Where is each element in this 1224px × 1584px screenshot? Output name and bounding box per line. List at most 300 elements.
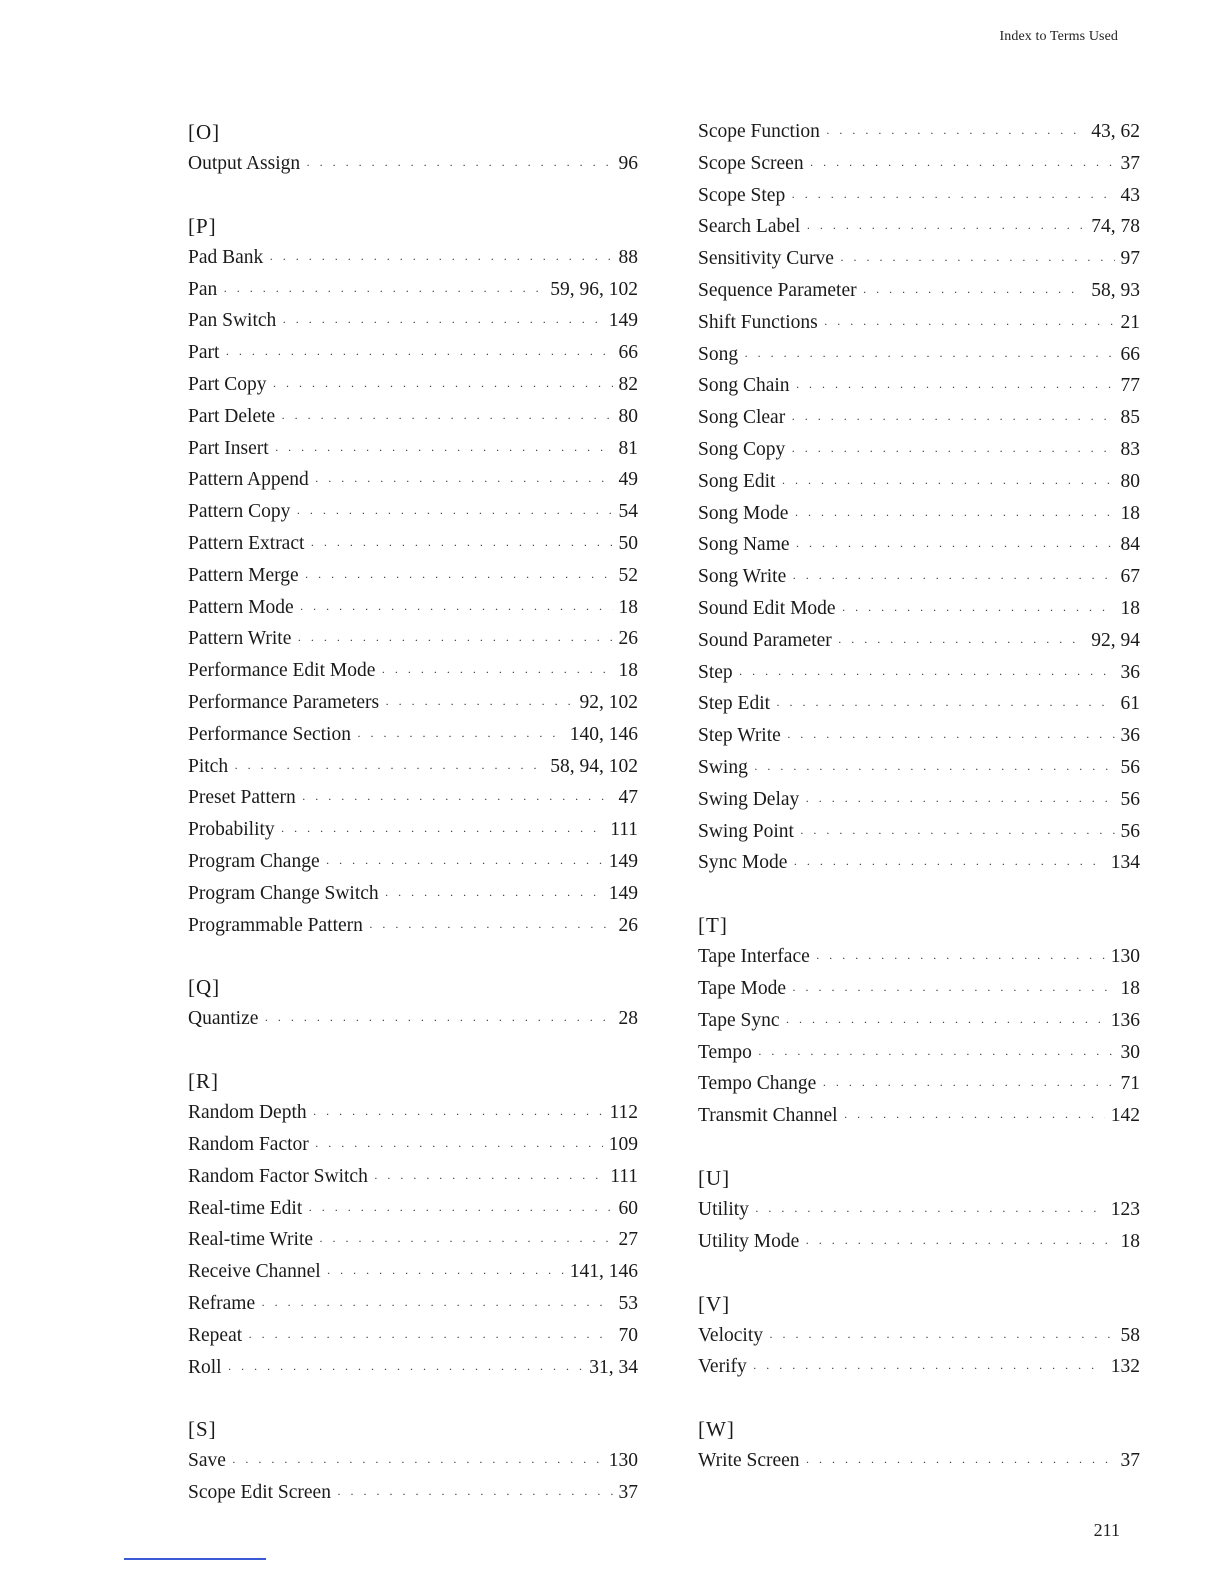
index-term: Pattern Copy [188,501,291,523]
index-entry [688,1037,1140,1069]
index-term: Step [698,661,733,683]
index-term: Song Name [698,534,790,556]
dot-leader [758,1039,1115,1071]
page-reference: 61 [1120,693,1140,715]
dot-leader [369,912,613,944]
index-entry [178,1161,638,1193]
page-reference: 149 [608,882,638,904]
page-reference: 136 [1110,1009,1140,1031]
index-entry [688,116,1140,148]
page-reference: 56 [1120,756,1140,778]
section-letter-heading: [S] [188,1417,217,1442]
dot-leader [753,1353,1105,1385]
dot-leader [275,435,613,467]
index-term: Repeat [188,1324,243,1346]
index-term: Step Write [698,725,781,747]
index-section [178,1383,638,1509]
page-reference: 18 [1120,597,1140,619]
index-term: Real-time Write [188,1229,314,1251]
page-reference: 70 [618,1324,638,1346]
page-reference: 80 [618,405,638,427]
page-reference: 18 [618,596,638,618]
page-reference: 92, 102 [579,691,638,713]
page-reference: 21 [1120,311,1140,333]
page-reference: 49 [618,469,638,491]
dot-leader [794,500,1114,532]
index-term: Sound Parameter [698,629,832,651]
index-term: Verify [698,1356,747,1378]
index-term: Sound Edit Mode [698,597,836,619]
dot-leader [786,1007,1105,1039]
dot-leader [805,786,1114,818]
index-term: Utility Mode [698,1230,800,1252]
index-term: Pattern Merge [188,564,299,586]
index-entry [178,369,638,401]
index-term: Part Copy [188,373,267,395]
dot-leader [261,1290,612,1322]
page-reference: 134 [1110,852,1140,874]
dot-leader [296,498,612,530]
page-reference: 37 [1120,152,1140,174]
page-reference: 26 [618,914,638,936]
index-entry [178,560,638,592]
section-gap [688,1258,1140,1288]
page-reference: 149 [608,310,638,332]
index-entry [688,370,1140,402]
index-term: Sync Mode [698,852,788,874]
index-term: Tempo Change [698,1073,817,1095]
index-entry [178,1193,638,1225]
index-entry [688,1445,1140,1477]
dot-leader [327,1258,564,1290]
index-entry [178,337,638,369]
page-reference: 111 [610,819,638,841]
dot-leader [863,277,1086,309]
dot-leader [357,721,564,753]
dot-leader [787,722,1115,754]
dot-leader [385,689,573,721]
page-reference: 56 [1120,788,1140,810]
page-reference: 123 [1110,1198,1140,1220]
index-entry [688,148,1140,180]
index-section [178,941,638,1035]
section-gap [178,1383,638,1413]
index-term: Song [698,343,739,365]
index-term: Utility [698,1198,749,1220]
index-entry [688,275,1140,307]
index-term: Swing [698,756,748,778]
index-entry [688,243,1140,275]
section-gap [688,1132,1140,1162]
index-entry [688,434,1140,466]
index-term: Save [188,1450,226,1472]
dot-leader [282,307,602,339]
index-entry [688,784,1140,816]
page-reference: 92, 94 [1091,629,1140,651]
dot-leader [806,213,1085,245]
index-term: Search Label [698,216,801,238]
dot-leader [313,1099,604,1131]
page-reference: 58, 94, 102 [550,755,638,777]
dot-leader [337,1479,613,1511]
index-entry [688,529,1140,561]
dot-leader [739,659,1115,691]
section-letter-heading: [U] [698,1165,731,1190]
page-reference: 66 [618,342,638,364]
index-term: Random Factor Switch [188,1165,368,1187]
index-term: Pattern Mode [188,596,294,618]
dot-leader [381,657,612,689]
page-reference: 53 [618,1292,638,1314]
index-section [688,879,1140,1132]
dot-leader [232,1447,603,1479]
index-section [688,116,1140,879]
index-section [688,1258,1140,1384]
index-term: Pitch [188,755,229,777]
index-section [178,116,638,180]
index-entry [688,688,1140,720]
dot-leader [744,341,1114,373]
index-entry [688,941,1140,973]
index-term: Tape Interface [698,946,810,968]
index-term: Shift Functions [698,311,818,333]
index-term: Tape Mode [698,977,786,999]
section-letter-heading: [T] [698,913,728,938]
section-gap [178,1035,638,1065]
section-letter-heading: [Q] [188,975,221,1000]
index-entry [178,1097,638,1129]
page-reference: 50 [618,532,638,554]
dot-leader [234,753,544,785]
page-reference: 26 [618,628,638,650]
index-term: Transmit Channel [698,1105,838,1127]
dot-leader [385,880,603,912]
page-reference: 36 [1120,661,1140,683]
page-reference: 109 [608,1133,638,1155]
index-term: Pan Switch [188,310,277,332]
index-term: Song Chain [698,375,790,397]
dot-leader [225,339,612,371]
dot-leader [824,309,1115,341]
index-entry [178,1288,638,1320]
index-entry [178,1256,638,1288]
index-entry [178,464,638,496]
section-gap [688,1383,1140,1413]
page-reference: 96 [618,153,638,174]
page-reference: 140, 146 [569,723,638,745]
index-term: Pad Bank [188,246,264,268]
index-entry [178,910,638,942]
index-section [178,180,638,942]
section-gap [178,941,638,971]
dot-leader [826,118,1085,150]
page-reference: 81 [618,437,638,459]
page-reference: 60 [618,1197,638,1219]
page-reference: 59, 96, 102 [550,278,638,300]
page-reference: 112 [609,1102,638,1124]
index-section [178,1035,638,1383]
index-term: Receive Channel [188,1261,321,1283]
index-term: Quantize [188,1008,259,1030]
index-entry [178,1320,638,1352]
index-entry [688,402,1140,434]
index-column-right [688,116,1140,1477]
dot-leader [844,1102,1105,1134]
dot-leader [223,276,544,308]
index-entry [178,814,638,846]
index-term: Roll [188,1356,222,1378]
page-reference: 130 [608,1450,638,1472]
page-reference: 31, 34 [589,1356,638,1378]
page-reference: 58 [1120,1324,1140,1346]
index-entry [178,401,638,433]
dot-leader [315,1131,603,1163]
dot-leader [281,816,605,848]
index-entry [688,973,1140,1005]
page-reference: 47 [618,787,638,809]
index-term: Tempo [698,1041,752,1063]
page-reference: 18 [1120,502,1140,524]
dot-leader [842,595,1115,627]
section-letter-heading: [O] [188,120,221,144]
index-entry [688,180,1140,212]
dot-leader [791,182,1114,214]
dot-leader [805,1228,1114,1260]
index-term: Tape Sync [698,1009,780,1031]
index-entry [178,305,638,337]
page-reference: 18 [1120,977,1140,999]
page-reference: 18 [618,660,638,682]
index-section [688,1383,1140,1477]
index-term: Song Write [698,566,787,588]
dot-leader [796,372,1115,404]
dot-leader [326,848,603,880]
index-column-left [178,116,638,1509]
index-term: Pattern Write [188,628,292,650]
index-entry [688,1100,1140,1132]
dot-leader [800,818,1115,850]
page-reference: 37 [618,1482,638,1504]
dot-leader [806,1447,1115,1479]
index-term: Song Copy [698,438,786,460]
page-reference: 36 [1120,725,1140,747]
index-entry [688,1068,1140,1100]
dot-leader [792,563,1114,595]
index-entry [688,1005,1140,1037]
dot-leader [769,1322,1115,1354]
dot-leader [776,690,1114,722]
index-entry [688,1194,1140,1226]
page-reference: 43, 62 [1091,121,1140,142]
index-entry [178,1003,638,1035]
index-term: Performance Edit Mode [188,660,376,682]
index-term: Song Edit [698,470,776,492]
index-entry [178,274,638,306]
index-entry [688,1226,1140,1258]
index-entry [178,242,638,274]
section-letter-heading: [W] [698,1417,735,1442]
page-reference: 77 [1120,375,1140,397]
index-entry [178,1352,638,1384]
index-entry [688,720,1140,752]
index-term: Scope Edit Screen [188,1482,331,1504]
index-entry [688,816,1140,848]
page-reference: 149 [608,850,638,872]
index-entry [688,466,1140,498]
index-term: Program Change Switch [188,882,379,904]
index-term: Sequence Parameter [698,279,857,301]
page-reference: 84 [1120,534,1140,556]
index-entry [688,752,1140,784]
page-reference: 111 [610,1165,638,1187]
index-entry [178,655,638,687]
dot-leader [792,975,1115,1007]
index-term: Scope Screen [698,152,804,174]
dot-leader [822,1070,1114,1102]
dot-leader [755,1196,1105,1228]
index-term: Write Screen [698,1450,800,1472]
index-term: Performance Section [188,723,351,745]
dot-leader [319,1226,612,1258]
page-reference: 52 [618,564,638,586]
index-entry [688,847,1140,879]
page-reference: 58, 93 [1091,279,1140,301]
dot-leader [791,404,1114,436]
index-entry [178,1224,638,1256]
section-letter-heading: [V] [698,1291,731,1316]
index-entry [178,878,638,910]
index-entry [178,148,638,180]
page-reference: 85 [1120,407,1140,429]
index-term: Part [188,342,220,364]
index-term: Real-time Edit [188,1197,303,1219]
index-entry [688,593,1140,625]
dot-leader [816,943,1105,975]
index-term: Part Insert [188,437,269,459]
index-section [688,1132,1140,1258]
dot-leader [269,244,612,276]
index-term: Song Mode [698,502,789,524]
page-reference: 28 [618,1008,638,1030]
page-reference: 66 [1120,343,1140,365]
dot-leader [264,1005,612,1037]
page-reference: 30 [1120,1041,1140,1063]
index-term: Swing Delay [698,788,800,810]
dot-leader [297,625,612,657]
footer-rule [124,1558,266,1560]
page-reference: 80 [1120,470,1140,492]
page-reference: 130 [1110,946,1140,968]
page-reference: 83 [1120,438,1140,460]
index-entry [688,561,1140,593]
index-entry [178,1477,638,1509]
index-entry [178,1129,638,1161]
index-term: Scope Step [698,184,786,206]
running-head: Index to Terms Used [999,29,1118,44]
index-term: Random Depth [188,1102,307,1124]
index-term: Scope Function [698,121,820,142]
index-entry [688,211,1140,243]
index-term: Pan [188,278,218,300]
page-reference: 82 [618,373,638,395]
page-reference: 37 [1120,1450,1140,1472]
dot-leader [248,1322,612,1354]
index-term: Pattern Append [188,469,309,491]
dot-leader [754,754,1115,786]
index-entry [688,657,1140,689]
index-entry [178,719,638,751]
dot-leader [791,436,1114,468]
index-term: Program Change [188,850,320,872]
index-term: Swing Point [698,820,794,842]
page-reference: 141, 146 [569,1261,638,1283]
index-term: Probability [188,819,275,841]
dot-leader [310,530,612,562]
index-entry [178,751,638,783]
dot-leader [840,245,1115,277]
index-entry [688,339,1140,371]
page-reference: 27 [618,1229,638,1251]
page-reference: 132 [1110,1356,1140,1378]
index-entry [688,307,1140,339]
page-reference: 88 [618,246,638,268]
page-reference: 71 [1120,1073,1140,1095]
dot-leader [308,1195,612,1227]
index-term: Preset Pattern [188,787,296,809]
index-term: Reframe [188,1292,256,1314]
dot-leader [228,1354,584,1386]
page-reference: 18 [1120,1230,1140,1252]
dot-leader [302,784,613,816]
index-term: Song Clear [698,407,786,429]
section-gap [688,879,1140,909]
index-term: Random Factor [188,1133,309,1155]
index-term: Output Assign [188,153,301,174]
index-entry [178,782,638,814]
page-reference: 97 [1120,248,1140,270]
page-reference: 56 [1120,820,1140,842]
dot-leader [305,562,613,594]
index-term: Part Delete [188,405,276,427]
dot-leader [315,466,613,498]
dot-leader [793,849,1104,881]
page-reference: 43 [1120,184,1140,206]
dot-leader [810,150,1115,182]
page-reference: 142 [1110,1105,1140,1127]
page-reference: 74, 78 [1091,216,1140,238]
dot-leader [273,371,613,403]
index-entry [178,496,638,528]
dot-leader [281,403,612,435]
page-number: 211 [1093,1520,1120,1540]
index-entry [178,528,638,560]
index-entry [688,625,1140,657]
dot-leader [838,627,1085,659]
page-reference: 67 [1120,566,1140,588]
index-entry [688,1320,1140,1352]
index-term: Step Edit [698,693,771,715]
index-entry [688,498,1140,530]
index-entry [178,846,638,878]
index-entry [178,1445,638,1477]
index-entry [178,687,638,719]
dot-leader [300,594,613,626]
dot-leader [374,1163,604,1195]
index-term: Pattern Extract [188,532,305,554]
index-term: Programmable Pattern [188,914,363,936]
index-term: Sensitivity Curve [698,248,834,270]
page-reference: 54 [618,501,638,523]
